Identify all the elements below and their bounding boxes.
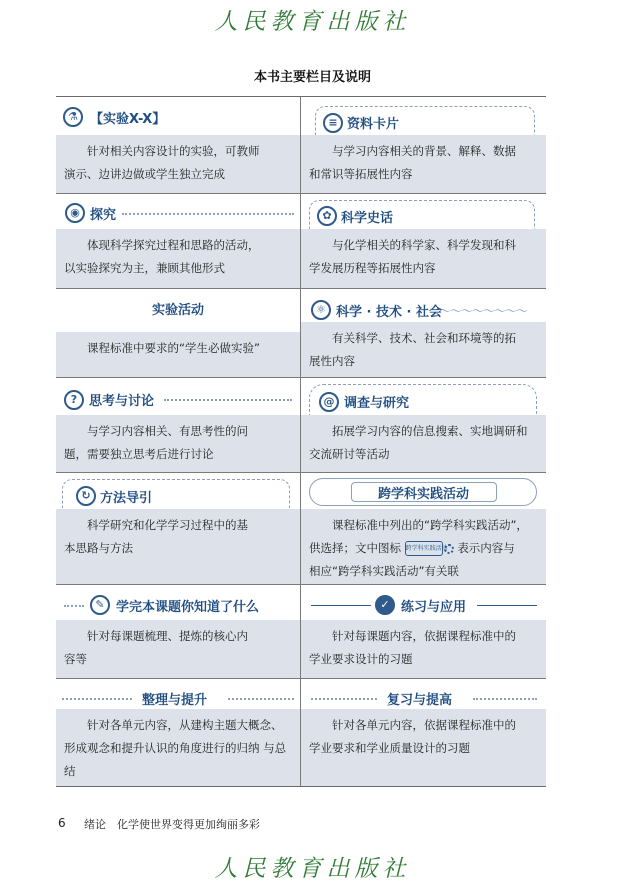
description-line: 以实验探究为主，兼顾其他形式: [64, 261, 225, 275]
description-line: 有关科学、技术、社会和环境等的拓: [332, 331, 516, 345]
flask-icon: ⚗: [63, 107, 83, 127]
description-text: 供选择；文中图标: [309, 541, 401, 555]
column-zhengli: [56, 679, 300, 786]
column-label: 探究: [90, 208, 117, 223]
description-line: 学业要求和学业质量设计的习题: [309, 741, 470, 755]
label-frame: [62, 479, 290, 508]
description-line: 与学习内容相关、有思考性的问: [87, 424, 248, 438]
column-label: 整理与提升: [142, 693, 208, 708]
column-label: 思考与讨论: [89, 394, 155, 409]
column-label: 调查与研究: [344, 396, 410, 411]
column-kuaxueke: [301, 473, 546, 584]
column-label: 科学 · 技术 · 社会: [336, 305, 442, 320]
column-diaocha: [301, 378, 546, 472]
question-icon: ?: [64, 390, 84, 410]
running-footer: 绪论 化学使世界变得更加绚丽多彩: [84, 818, 260, 831]
column-tanjiu: [56, 194, 300, 288]
description-line: 学业要求设计的习题: [309, 652, 413, 666]
description-line: 针对各单元内容，从建构主题大概念、: [87, 718, 283, 732]
description-line: 课程标准中列出的“跨学科实践活动”，: [332, 518, 528, 532]
description-line: 针对各单元内容，依据课程标准中的: [332, 718, 516, 732]
row-divider: [56, 193, 546, 194]
column-kexueshihua: [301, 194, 546, 288]
description-line: 容等: [64, 652, 87, 666]
description-line: 和常识等拓展性内容: [309, 167, 413, 181]
column-label: 科学史话: [341, 211, 394, 226]
dotted-rule: [164, 399, 292, 401]
description-line: 本思路与方法: [64, 541, 133, 555]
page-title: 本书主要栏目及说明: [253, 70, 371, 85]
column-label: 学完本课题你知道了什么: [116, 600, 260, 615]
dotted-rule: [473, 698, 537, 700]
description-line: 与学习内容相关的背景、解释、数据: [332, 144, 516, 158]
description-line: 针对相关内容设计的实验，可教师: [87, 144, 260, 158]
column-fuxi: [301, 679, 546, 786]
description-line-with-icon: [309, 537, 538, 560]
description-line: 展性内容: [309, 354, 355, 368]
dotted-rule: [64, 605, 84, 607]
description-line: 演示、边讲边做或学生独立完成: [64, 167, 225, 181]
column-label: 【实验X-X】: [90, 112, 166, 127]
row-divider: [56, 288, 546, 289]
column-shiyan: [56, 97, 300, 193]
column-ziliao: [301, 97, 546, 193]
description-line: 形成观念和提升认识的角度进行的归纳: [64, 741, 260, 755]
column-fangfa: [56, 473, 300, 584]
history-icon: ✿: [317, 206, 337, 226]
column-label: 方法导引: [100, 491, 153, 506]
description-line: 与化学相关的科学家、科学发现和科: [332, 238, 516, 252]
gear-icon: [444, 544, 454, 554]
column-label: 复习与提高: [387, 693, 453, 708]
description-line: 针对每课题梳理、提炼的核心内: [87, 629, 248, 643]
column-label: 实验活动: [151, 303, 204, 318]
description-line: 与总结: [64, 741, 287, 778]
rule-line: [477, 605, 537, 606]
globe-icon: ✓: [375, 595, 395, 615]
wave-rule: ～～～～～～～～: [439, 304, 528, 318]
publisher-logo-bottom: 人民教育出版社: [214, 856, 411, 882]
column-lianxi: [301, 585, 546, 678]
description-line: 科学研究和化学学习过程中的基: [87, 518, 248, 532]
row-divider: [56, 377, 546, 378]
method-icon: ↻: [76, 486, 96, 506]
atom-icon: ⚛: [311, 300, 331, 320]
description-line: 针对每课题内容，依据课程标准中的: [332, 629, 516, 643]
column-label: 练习与应用: [401, 600, 467, 615]
column-label: 跨学科实践活动: [377, 487, 469, 502]
column-table: [56, 96, 546, 787]
description-line: 体现科学探究过程和思路的活动，: [87, 238, 260, 252]
description-line: 拓展学习内容的信息搜索、实地调研和: [332, 424, 528, 438]
description-line: 题，需要独立思考后进行讨论: [64, 447, 214, 461]
column-shiyanhuodong: [56, 289, 300, 377]
description-line: 交流研讨等活动: [309, 447, 390, 461]
dotted-rule: [228, 698, 294, 700]
rule-line: [311, 605, 371, 606]
column-sikao: [56, 378, 300, 472]
card-icon: ≡: [323, 113, 343, 133]
search-icon: @: [319, 392, 339, 412]
chat-icon: ✎: [90, 595, 110, 615]
interdisciplinary-icon: 跨学科实践活动: [405, 541, 443, 556]
column-xuewan: [56, 585, 300, 678]
dotted-rule: [62, 698, 132, 700]
description-line: 相应“跨学科实践活动”有关联: [309, 564, 459, 578]
dotted-rule: [311, 698, 377, 700]
column-label: 资料卡片: [347, 117, 400, 132]
target-icon: ◉: [65, 203, 85, 223]
row-divider: [56, 472, 546, 473]
page-number: 6: [58, 816, 66, 830]
dotted-rule: [122, 213, 294, 215]
publisher-logo-top: 人民教育出版社: [214, 9, 411, 35]
column-sts: [301, 289, 546, 377]
row-divider: [56, 678, 546, 679]
description-text: 表示内容与: [457, 541, 515, 555]
description-line: 课程标准中要求的“学生必做实验”: [87, 341, 260, 355]
row-divider: [56, 584, 546, 585]
description-line: 学发展历程等拓展性内容: [309, 261, 436, 275]
